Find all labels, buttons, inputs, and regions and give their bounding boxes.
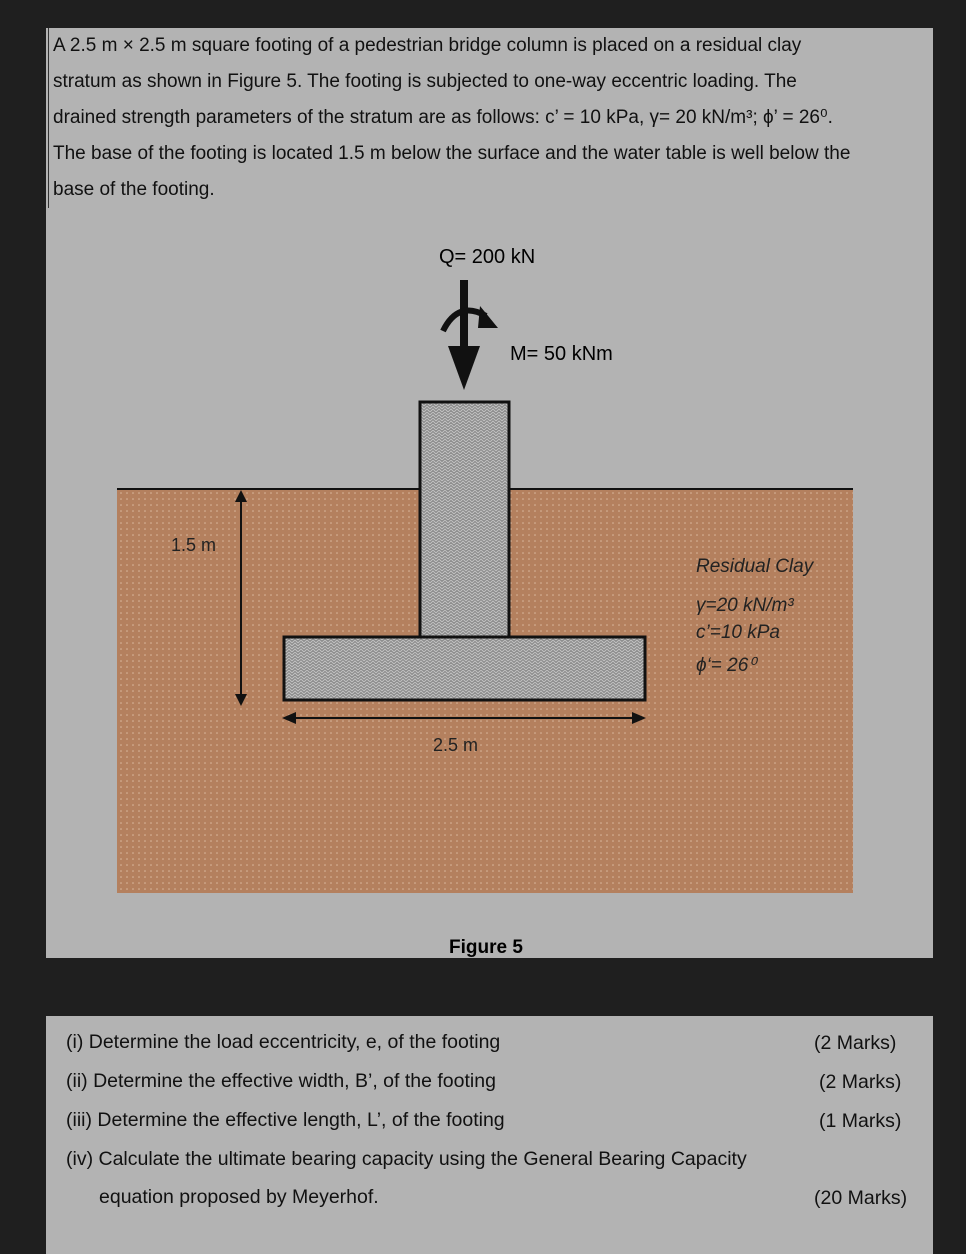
load-label: Q= 200 kN [439, 246, 536, 268]
soil-gamma: γ=20 kN/m³ [696, 595, 794, 616]
intro-line: base of the footing. [53, 179, 215, 200]
intro-line: drained strength parameters of the stratum are as follows: c’ = 10 kPa, γ= 20 kN/m³; ϕ’ = 26⁰. [53, 107, 833, 128]
soil-cohesion: c’=10 kPa [696, 622, 780, 643]
moment-arrow [443, 306, 498, 331]
load-arrow [448, 280, 480, 390]
figure-caption: Figure 5 [449, 937, 523, 958]
moment-label: M= 50 kNm [510, 343, 613, 365]
question-3: (iii) Determine the effective length, L’, of the footing [66, 1109, 505, 1131]
intro-line: A 2.5 m × 2.5 m square footing of a pedestrian bridge column is placed on a residual clay [53, 35, 802, 56]
intro-line: stratum as shown in Figure 5. The footing is subjected to one-way eccentric loading. The [53, 71, 797, 92]
questions-panel [46, 1016, 933, 1254]
question-2-marks: (2 Marks) [819, 1071, 902, 1093]
intro-line: The base of the footing is located 1.5 m below the surface and the water table is well below the [53, 143, 851, 164]
footing [284, 637, 645, 700]
question-2: (ii) Determine the effective width, B’, of the footing [66, 1070, 496, 1092]
question-4: (iv) Calculate the ultimate bearing capacity using the General Bearing Capacity [66, 1148, 747, 1170]
question-1-marks: (2 Marks) [814, 1032, 897, 1054]
question-4-marks: (20 Marks) [814, 1187, 908, 1209]
figure-5-diagram [46, 28, 933, 958]
question-3-marks: (1 Marks) [819, 1110, 902, 1132]
soil-name: Residual Clay [696, 556, 814, 577]
question-4-continued: equation proposed by Meyerhof. [99, 1186, 379, 1208]
soil-friction-angle: ϕ‘= 26⁰ [696, 655, 756, 676]
width-label: 2.5 m [433, 735, 479, 755]
depth-label: 1.5 m [171, 535, 217, 555]
column [420, 402, 509, 638]
problem-panel [46, 28, 933, 958]
question-1: (i) Determine the load eccentricity, e, of the footing [66, 1031, 501, 1053]
